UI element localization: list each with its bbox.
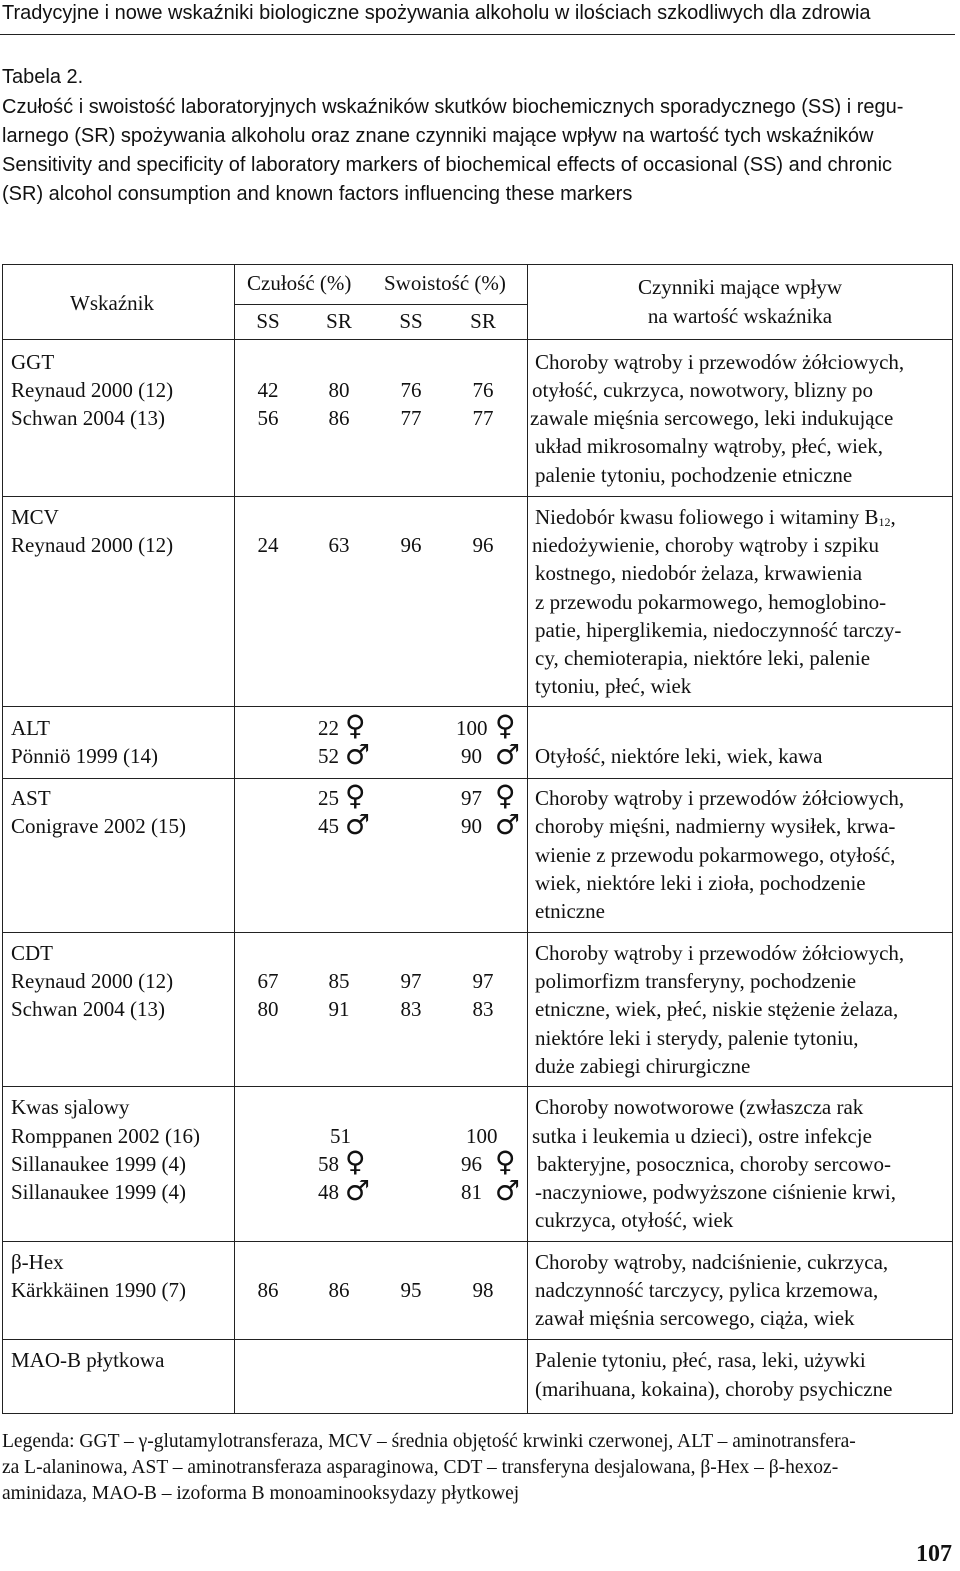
value-cell: 52 bbox=[318, 744, 339, 768]
factors-line: Otyłość, niektóre leki, wiek, kawa bbox=[535, 744, 823, 768]
value-cell: 81 bbox=[461, 1180, 482, 1204]
header-sensitivity: Czułość (%) bbox=[247, 271, 352, 295]
factors-line: -naczyniowe, podwyższone ciśnienie krwi, bbox=[535, 1180, 896, 1204]
row-rule bbox=[2, 1086, 953, 1087]
subscript: 12 bbox=[878, 515, 891, 529]
factors-line: cy, chemioterapia, niektóre leki, palenie bbox=[535, 646, 871, 670]
marker-name: MCV bbox=[11, 505, 59, 529]
value-cell: 98 bbox=[472, 1278, 494, 1302]
caption-pl-line1: Czułość i swoistość laboratoryjnych wskaźników skutków biochemicznych sporadycznego (SS) i regu- bbox=[2, 96, 904, 118]
value-cell: 63 bbox=[328, 533, 350, 557]
marker-source: Schwan 2004 (13) bbox=[11, 997, 165, 1021]
factors-line: Palenie tytoniu, płeć, rasa, leki, używki bbox=[535, 1348, 866, 1372]
row-rule bbox=[2, 778, 953, 779]
header-marker: Wskaźnik bbox=[70, 291, 154, 315]
value-cell: 83 bbox=[472, 997, 494, 1021]
factors-line: wienie z przewodu pokarmowego, otyłość, bbox=[535, 843, 896, 867]
value-cell: 83 bbox=[400, 997, 422, 1021]
value-cell: 76 bbox=[400, 378, 422, 402]
marker-source: Reynaud 2000 (12) bbox=[11, 533, 174, 557]
factors-line: Choroby wątroby i przewodów żółciowych, bbox=[535, 941, 905, 965]
value-cell: 97 bbox=[461, 786, 482, 810]
factors-line: układ mikrosomalny wątroby, płeć, wiek, bbox=[535, 434, 883, 458]
marker-source: Conigrave 2002 (15) bbox=[11, 814, 186, 838]
factors-line: kostnego, niedobór żelaza, krwawienia bbox=[535, 561, 863, 585]
factors-line: Choroby wątroby i przewodów żółciowych, bbox=[535, 350, 905, 374]
marker-name: MAO-B płytkowa bbox=[11, 1348, 165, 1372]
value-cell: 80 bbox=[257, 997, 279, 1021]
value-cell: 76 bbox=[472, 378, 494, 402]
value-cell: 48 bbox=[318, 1180, 339, 1204]
legend-line: Legenda: GGT – γ-glutamylotransferaza, MCV – średnia objętość krwinki czerwonej, ALT – aminotransfera- bbox=[2, 1431, 856, 1452]
factors-line: patie, hiperglikemia, niedoczynność tarczy- bbox=[535, 618, 902, 642]
value-cell: 96 bbox=[472, 533, 494, 557]
factors-text: , bbox=[890, 505, 896, 529]
marker-source: Kärkkäinen 1990 (7) bbox=[11, 1278, 186, 1302]
value-cell: 95 bbox=[400, 1278, 422, 1302]
marker-source: Sillanaukee 1999 (4) bbox=[11, 1180, 186, 1204]
value-cell: 42 bbox=[257, 378, 279, 402]
header-sub-ss: SS bbox=[256, 309, 280, 333]
row-rule bbox=[2, 1241, 953, 1242]
header-subrule bbox=[234, 304, 527, 305]
marker-name: Kwas sjalowy bbox=[11, 1095, 130, 1119]
row-rule bbox=[2, 932, 953, 933]
factors-line: wiek, niektóre leki i zioła, pochodzenie bbox=[535, 871, 866, 895]
value-cell: 24 bbox=[257, 533, 279, 557]
running-header: Tradycyjne i nowe wskaźniki biologiczne spożywania alkoholu w ilościach szkodliwych dla zdrowia bbox=[2, 2, 871, 24]
value-cell: 80 bbox=[328, 378, 350, 402]
male-symbol-icon: ♂ bbox=[345, 808, 371, 841]
factors-line: etniczne, wiek, płeć, niskie stężenie żelaza, bbox=[535, 997, 899, 1021]
factors-line: otyłość, cukrzyca, nowotwory, blizny po bbox=[532, 378, 873, 402]
caption-pl-line2: larnego (SR) spożywania alkoholu oraz znane czynniki mające wpływ na wartość tych wskaźników bbox=[2, 125, 874, 147]
value-cell: 22 bbox=[318, 716, 339, 740]
caption-en-line1: Sensitivity and specificity of laboratory markers of biochemical effects of occasional (SS) and chronic bbox=[2, 154, 893, 176]
marker-name: AST bbox=[11, 786, 51, 810]
value-cell: 45 bbox=[318, 814, 339, 838]
factors-line: choroby mięśni, nadmierny wysiłek, krwa- bbox=[535, 814, 896, 838]
factors-text: Niedobór kwasu foliowego i witaminy B bbox=[535, 505, 879, 529]
header-specificity: Swoistość (%) bbox=[384, 271, 506, 295]
factors-line: Choroby wątroby i przewodów żółciowych, bbox=[535, 786, 905, 810]
value-cell: 25 bbox=[318, 786, 339, 810]
factors-line: tytoniu, płeć, wiek bbox=[535, 674, 692, 698]
marker-source: Sillanaukee 1999 (4) bbox=[11, 1152, 186, 1176]
female-symbol-icon: ♀ bbox=[345, 709, 366, 742]
value-cell: 58 bbox=[318, 1152, 339, 1176]
value-cell: 96 bbox=[461, 1152, 482, 1176]
value-cell: 90 bbox=[461, 744, 482, 768]
value-cell: 90 bbox=[461, 814, 482, 838]
marker-source: Schwan 2004 (13) bbox=[11, 406, 165, 430]
female-symbol-icon: ♀ bbox=[495, 1145, 516, 1178]
row-rule bbox=[2, 339, 953, 340]
female-symbol-icon: ♀ bbox=[345, 779, 366, 812]
factors-line: polimorfizm transferyny, pochodzenie bbox=[535, 969, 857, 993]
male-symbol-icon: ♂ bbox=[345, 738, 371, 771]
female-symbol-icon: ♀ bbox=[345, 1145, 366, 1178]
header-factors-line2: na wartość wskaźnika bbox=[647, 304, 833, 328]
factors-line: Choroby nowotworowe (zwłaszcza rak bbox=[535, 1095, 864, 1119]
value-cell: 100 bbox=[456, 716, 488, 740]
value-cell: 97 bbox=[472, 969, 494, 993]
value-cell: 67 bbox=[257, 969, 279, 993]
factors-line: niektóre leki i sterydy, palenie tytoniu, bbox=[535, 1026, 859, 1050]
factors-line: z przewodu pokarmowego, hemoglobino- bbox=[535, 590, 887, 614]
value-cell: 91 bbox=[328, 997, 350, 1021]
male-symbol-icon: ♂ bbox=[495, 738, 521, 771]
value-cell: 86 bbox=[328, 406, 350, 430]
factors-line: duże zabiegi chirurgiczne bbox=[535, 1054, 751, 1078]
marker-source: Reynaud 2000 (12) bbox=[11, 378, 174, 402]
marker-source: Romppanen 2002 (16) bbox=[11, 1124, 200, 1148]
factors-line: sutka i leukemia u dzieci), ostre infekcje bbox=[532, 1124, 872, 1148]
header-sub-ss: SS bbox=[399, 309, 423, 333]
header-rule bbox=[0, 34, 955, 35]
caption-en-line2: (SR) alcohol consumption and known factors influencing these markers bbox=[2, 183, 633, 205]
row-rule bbox=[2, 706, 953, 707]
value-cell: 86 bbox=[257, 1278, 279, 1302]
female-symbol-icon: ♀ bbox=[495, 709, 516, 742]
marker-source: Pönniö 1999 (14) bbox=[11, 744, 158, 768]
factors-line: Choroby wątroby, nadciśnienie, cukrzyca, bbox=[535, 1250, 889, 1274]
marker-name: GGT bbox=[11, 350, 55, 374]
value-cell: 51 bbox=[330, 1124, 351, 1148]
value-cell: 100 bbox=[466, 1124, 498, 1148]
male-symbol-icon: ♂ bbox=[345, 1174, 371, 1207]
header-sub-sr: SR bbox=[470, 309, 496, 333]
legend-line: aminidaza, MAO-B – izoforma B monoaminooksydazy płytkowej bbox=[2, 1483, 520, 1504]
marker-name: β-Hex bbox=[11, 1250, 64, 1274]
header-factors-line1: Czynniki mające wpływ bbox=[637, 275, 843, 299]
table-label: Tabela 2. bbox=[2, 66, 84, 88]
value-cell: 96 bbox=[400, 533, 422, 557]
row-rule bbox=[2, 1339, 953, 1340]
factors-line: zawał mięśnia sercowego, ciąża, wiek bbox=[535, 1306, 855, 1330]
marker-name: CDT bbox=[11, 941, 53, 965]
factors-line: bakteryjne, posocznica, choroby sercowo- bbox=[537, 1152, 891, 1176]
male-symbol-icon: ♂ bbox=[495, 808, 521, 841]
factors-line: (marihuana, kokaina), choroby psychiczne bbox=[535, 1377, 893, 1401]
marker-source: Reynaud 2000 (12) bbox=[11, 969, 174, 993]
row-rule bbox=[2, 496, 953, 497]
value-cell: 56 bbox=[257, 406, 279, 430]
value-cell: 85 bbox=[328, 969, 350, 993]
factors-line: etniczne bbox=[535, 899, 605, 923]
value-cell: 86 bbox=[328, 1278, 350, 1302]
value-cell: 97 bbox=[400, 969, 422, 993]
marker-name: ALT bbox=[11, 716, 50, 740]
factors-line: cukrzyca, otyłość, wiek bbox=[535, 1208, 734, 1232]
factors-line: palenie tytoniu, pochodzenie etniczne bbox=[535, 463, 853, 487]
page-number: 107 bbox=[916, 1541, 952, 1567]
female-symbol-icon: ♀ bbox=[495, 779, 516, 812]
factors-line: niedożywienie, choroby wątroby i szpiku bbox=[532, 533, 879, 557]
factors-line: zawale mięśnia sercowego, leki indukujące bbox=[530, 406, 894, 430]
male-symbol-icon: ♂ bbox=[495, 1174, 521, 1207]
legend-line: za L-alaninowa, AST – aminotransferaza asparaginowa, CDT – transferyna desjalowana, β-Hex – β-hexoz- bbox=[2, 1457, 839, 1478]
factors-line: nadczynność tarczycy, pylica krzemowa, bbox=[535, 1278, 879, 1302]
value-cell: 77 bbox=[400, 406, 422, 430]
value-cell: 77 bbox=[472, 406, 494, 430]
header-sub-sr: SR bbox=[326, 309, 352, 333]
